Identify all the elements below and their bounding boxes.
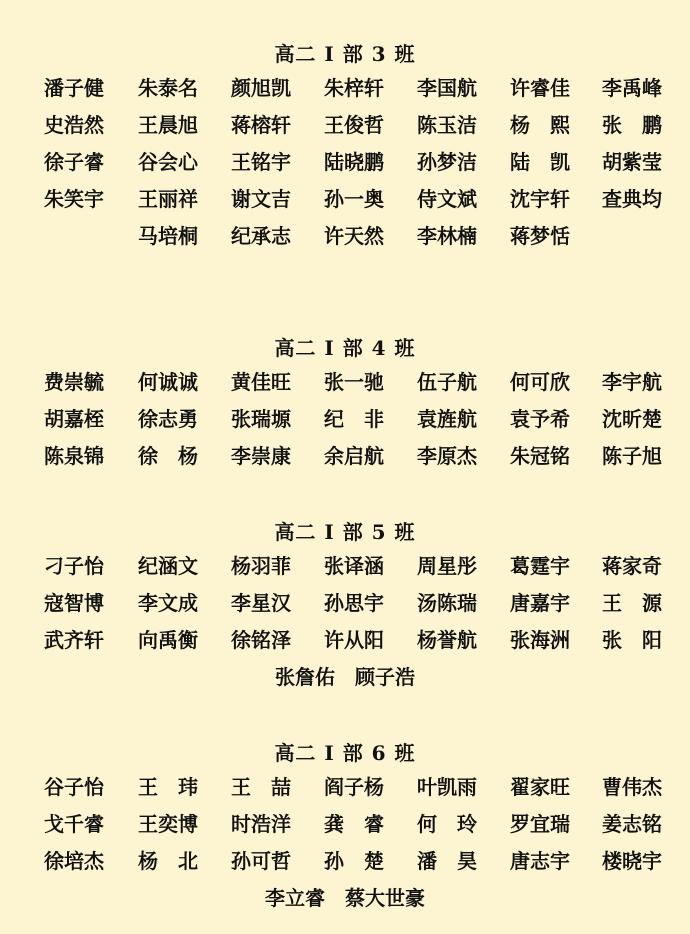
section-title: 高二 I 部 5 班 xyxy=(274,520,416,544)
student-name: 孙一奥 xyxy=(324,187,384,211)
student-name: 潘子健 xyxy=(44,76,104,100)
student-name: 向禹衡 xyxy=(138,628,198,652)
student-name: 孙梦洁 xyxy=(417,150,477,174)
student-name: 陈玉洁 xyxy=(417,113,477,137)
student-name: 武齐轩 xyxy=(44,628,104,652)
student-name: 阎子杨 xyxy=(324,775,384,799)
name-row xyxy=(0,181,690,217)
student-name: 张海洲 xyxy=(510,628,570,652)
student-name: 陆晓鹏 xyxy=(324,150,384,174)
student-name: 李崇康 xyxy=(231,444,291,468)
student-name: 侍文斌 xyxy=(417,187,477,211)
name-row xyxy=(0,622,690,658)
name-row xyxy=(0,107,690,143)
name-row xyxy=(0,769,690,805)
student-name: 葛霆宇 xyxy=(510,554,570,578)
student-name: 谷子怡 xyxy=(44,775,104,799)
student-name: 徐培杰 xyxy=(44,849,104,873)
student-name: 叶凯雨 xyxy=(417,775,477,799)
student-name: 寇智博 xyxy=(44,591,104,615)
student-name: 纪承志 xyxy=(231,224,291,248)
student-name: 曹伟杰 xyxy=(602,775,662,799)
student-name: 胡紫莹 xyxy=(602,150,662,174)
student-name: 谢文吉 xyxy=(231,187,291,211)
name-row xyxy=(0,401,690,437)
student-name: 史浩然 xyxy=(44,113,104,137)
student-name: 顾子浩 xyxy=(355,665,415,689)
student-name: 纪涵文 xyxy=(138,554,198,578)
student-name: 纪 非 xyxy=(324,407,384,431)
student-name: 陆 凯 xyxy=(510,150,570,174)
student-name: 汤陈瑞 xyxy=(417,591,477,615)
student-name: 周星彤 xyxy=(417,554,477,578)
student-name: 张 阳 xyxy=(602,628,662,652)
student-name: 王 喆 xyxy=(231,775,291,799)
student-name: 王 源 xyxy=(602,591,662,615)
student-name: 朱梓轩 xyxy=(324,76,384,100)
student-name: 李星汉 xyxy=(231,591,291,615)
student-name: 沈宇轩 xyxy=(510,187,570,211)
student-name: 李文成 xyxy=(138,591,198,615)
student-name: 何 玲 xyxy=(417,812,477,836)
student-name: 徐 杨 xyxy=(138,444,198,468)
student-name: 蒋梦恬 xyxy=(510,224,570,248)
student-name: 龚 睿 xyxy=(324,812,384,836)
student-name: 张瑞塬 xyxy=(231,407,291,431)
student-name: 陈子旭 xyxy=(602,444,662,468)
student-name: 王晨旭 xyxy=(138,113,198,137)
name-row xyxy=(0,843,690,879)
student-name: 王 玮 xyxy=(138,775,198,799)
name-row xyxy=(0,438,690,474)
student-name: 张 鹏 xyxy=(602,113,662,137)
student-name: 许从阳 xyxy=(324,628,384,652)
name-row xyxy=(0,548,690,584)
name-row xyxy=(0,218,690,254)
student-name: 孙思宇 xyxy=(324,591,384,615)
student-name: 朱冠铭 xyxy=(510,444,570,468)
student-name: 张一驰 xyxy=(324,370,384,394)
section-title: 高二 I 部 6 班 xyxy=(274,741,416,765)
section-title: 高二 I 部 3 班 xyxy=(274,42,416,66)
student-name: 戈千睿 xyxy=(44,812,104,836)
student-name: 余启航 xyxy=(324,444,384,468)
student-name: 蔡大世豪 xyxy=(345,886,425,910)
student-name: 袁旌航 xyxy=(417,407,477,431)
student-name: 姜志铭 xyxy=(602,812,662,836)
student-name: 李国航 xyxy=(417,76,477,100)
student-name: 何可欣 xyxy=(510,370,570,394)
student-name: 孙可哲 xyxy=(231,849,291,873)
student-name: 马培桐 xyxy=(138,224,198,248)
student-name: 朱泰名 xyxy=(138,76,198,100)
student-name: 王俊哲 xyxy=(324,113,384,137)
student-name: 罗宜瑞 xyxy=(510,812,570,836)
student-name: 杨羽菲 xyxy=(231,554,291,578)
student-name: 颜旭凯 xyxy=(231,76,291,100)
student-name: 李宇航 xyxy=(602,370,662,394)
student-name: 时浩洋 xyxy=(231,812,291,836)
student-name: 费崇毓 xyxy=(44,370,104,394)
name-row xyxy=(0,806,690,842)
student-name: 许天然 xyxy=(324,224,384,248)
student-name: 王丽祥 xyxy=(138,187,198,211)
student-name: 王铭宇 xyxy=(231,150,291,174)
student-name: 许睿佳 xyxy=(510,76,570,100)
student-name: 孙 楚 xyxy=(324,849,384,873)
name-row-centered xyxy=(0,880,690,916)
name-row xyxy=(0,144,690,180)
name-row xyxy=(0,585,690,621)
student-name: 沈昕楚 xyxy=(602,407,662,431)
student-name: 杨 熙 xyxy=(510,113,570,137)
student-name: 李禹峰 xyxy=(602,76,662,100)
student-name: 朱笑宇 xyxy=(44,187,104,211)
name-row xyxy=(0,364,690,400)
student-name: 唐嘉宇 xyxy=(510,591,570,615)
student-name: 翟家旺 xyxy=(510,775,570,799)
student-name: 李原杰 xyxy=(417,444,477,468)
student-name: 刁子怡 xyxy=(44,554,104,578)
student-name: 徐铭泽 xyxy=(231,628,291,652)
student-name: 徐志勇 xyxy=(138,407,198,431)
student-name: 李立睿 xyxy=(265,886,325,910)
student-name: 王奕博 xyxy=(138,812,198,836)
student-name: 唐志宇 xyxy=(510,849,570,873)
student-name: 袁予希 xyxy=(510,407,570,431)
student-name: 谷会心 xyxy=(138,150,198,174)
student-name: 杨誉航 xyxy=(417,628,477,652)
student-name: 徐子睿 xyxy=(44,150,104,174)
student-name: 李林楠 xyxy=(417,224,477,248)
section-title: 高二 I 部 4 班 xyxy=(274,336,416,360)
student-name: 伍子航 xyxy=(417,370,477,394)
name-row xyxy=(0,70,690,106)
name-row-centered xyxy=(0,659,690,695)
student-name: 何诚诚 xyxy=(138,370,198,394)
student-name: 陈泉锦 xyxy=(44,444,104,468)
student-name: 黄佳旺 xyxy=(231,370,291,394)
student-name: 楼晓宇 xyxy=(602,849,662,873)
student-name: 潘 昊 xyxy=(417,849,477,873)
student-name: 胡嘉桎 xyxy=(44,407,104,431)
student-name: 杨 北 xyxy=(138,849,198,873)
student-name: 张译涵 xyxy=(324,554,384,578)
student-name: 蒋家奇 xyxy=(602,554,662,578)
student-name: 蒋榕轩 xyxy=(231,113,291,137)
student-name: 张詹佑 xyxy=(275,665,335,689)
student-name: 查典均 xyxy=(602,187,662,211)
